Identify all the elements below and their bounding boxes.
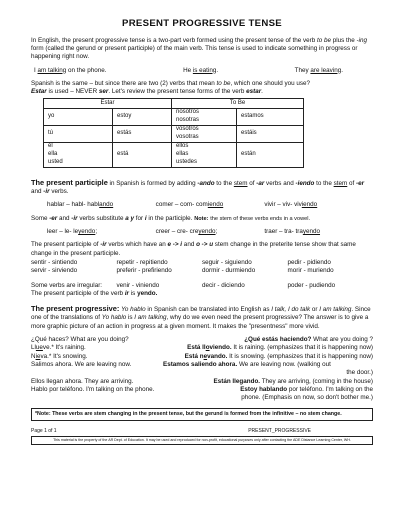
stem-change-example: repetir - repitiendo	[116, 258, 168, 266]
verb-cell: estáis	[237, 126, 304, 143]
ye-example: traer – tra- trayendo	[264, 228, 321, 236]
irregular-example: venir - viniendo	[116, 281, 160, 289]
note-box: *Note: These verbs are stem changing in the present tense, but the gerund is formed from the infinitive – no stem change.	[31, 408, 373, 421]
stem-change-example: pedir - pidiendo	[287, 258, 331, 266]
pronoun-cell: él ella usted	[44, 143, 113, 168]
dialog-row	[31, 386, 373, 403]
pronoun-cell: ellos ellas ustedes	[172, 143, 237, 168]
verb-cell: estoy	[113, 109, 172, 126]
dialog-left: ¿Qué haces? What are you doing?	[31, 336, 129, 344]
copyright-notice: This material is the property of the AR Dept. of Education. It may be used and reproduced for non-profit, educational purposes only after contacting the ADE Distance Learning Center, WH.	[31, 437, 373, 445]
dialog-left: Hablo por teléfono. I'm talking on the phone.	[31, 385, 155, 393]
dialog-row	[31, 378, 373, 386]
intro-example-3: They are leaving.	[294, 66, 343, 74]
dialog-right: Está nevando. It is snowing. (emphasizes that it is happening now)	[184, 352, 373, 360]
verb-cell: estamos	[237, 109, 304, 126]
dialog-row	[31, 361, 373, 378]
dialog-right: Estoy hablando por teléfono. I'm talking on the phone. (Emphasis on now, so don't bother me.)	[240, 385, 373, 402]
spanish-intro: Spanish is the same – but since there are two (2) verbs that mean to be, which one should you use? Estar is used – NEVER ser. Let's review the present tense forms of the verb estar.	[31, 79, 310, 96]
dialog-right: Estamos saliendo ahora. We are leaving now. (walking out the door.)	[163, 360, 373, 377]
stem-change-example: sentir - sintiendo	[31, 258, 78, 266]
intro-example-1: I am talking on the phone.	[34, 66, 107, 74]
verb-cell: están	[237, 143, 304, 168]
stem-change-row	[31, 259, 373, 267]
page-number: Page 1 of 1	[31, 428, 57, 435]
stem-change-example: seguir - siguiendo	[202, 258, 252, 266]
ye-example: creer – cre- creyendo;	[155, 228, 218, 236]
participle-example: vivir – viv- viviendo	[264, 201, 318, 209]
verb-cell: está	[113, 143, 172, 168]
ye-example: leer – le- leyendo;	[47, 228, 98, 236]
dialog-row	[31, 353, 373, 361]
irregular-example: decir - diciendo	[202, 281, 245, 289]
page-title: PRESENT PROGRESSIVE TENSE	[122, 18, 282, 29]
pronoun-cell: yo	[44, 109, 113, 126]
table-header-estar: Estar	[44, 99, 172, 109]
participle-example: hablar – habl- hablando	[47, 201, 114, 209]
participle-example: comer – com- comiendo	[155, 201, 224, 209]
verb-cell: estás	[113, 126, 172, 143]
footer	[31, 428, 373, 437]
dialog-row	[31, 336, 373, 344]
ir-line: The present participle of the verb ir is yendo.	[31, 289, 158, 297]
pronoun-cell: tú	[44, 126, 113, 143]
stem-change-example: dormir - durmiendo	[202, 267, 256, 275]
stem-change-example: morir - muriendo	[287, 267, 334, 275]
progressive-paragraph: The present progressive: Yo hablo in Spanish can be translated into English as I talk, I do talk or I am talking. Since one of the translations of Yo hablo is I am talking, why do we even need the present progressive? The answer is to give a more graphic picture of an action in progress at a given moment. It makes the "presentness" more vivid.	[31, 304, 371, 330]
stem-change-example: preferir - prefiriendo	[116, 267, 172, 275]
pronoun-cell: nosotros nosotras	[172, 109, 237, 126]
dialog-right: ¿Qué estás haciendo? What are you doing ?	[244, 336, 373, 344]
dialog-left: Llueve.* It's raining.	[31, 344, 86, 352]
footer-filename: PRESENT_PROGRESSIVE	[248, 428, 311, 435]
dialog-right: Está lloviendo. It is raining. (emphasizes that it is happening now)	[187, 344, 373, 352]
participle-paragraph: The present participle in Spanish is formed by adding -ando to the stem of -ar verbs and -iendo to the stem of -er and -ir verbs.	[31, 177, 365, 196]
irregular-row	[31, 282, 373, 290]
dialog-right: Están llegando. They are arriving, (coming in the house)	[213, 377, 373, 385]
dialog-left: Salimos ahora. We are leaving now.	[31, 360, 132, 368]
ye-rule: Some -er and -ir verbs substitute a y for i in the participle. Note: the stem of these verbs ends in a vowel.	[31, 214, 311, 222]
participle-examples	[47, 201, 373, 209]
dialog-row	[31, 344, 373, 352]
intro-examples	[34, 67, 343, 75]
stem-change-paragraph: The present participle of -ir verbs which have an e -> i and o -> u stem change in the preterite tense show that same change in the present participle.	[31, 241, 356, 257]
intro-example-2: He is eating.	[183, 66, 219, 74]
irregular-example: poder - pudiendo	[287, 281, 336, 289]
table-header-to-be: To Be	[172, 99, 304, 109]
stem-change-example: servir - sirviendo	[31, 267, 78, 275]
dialog-examples	[31, 336, 373, 402]
pronoun-cell: vosotros vosotras	[172, 126, 237, 143]
ye-examples	[47, 228, 373, 236]
intro-paragraph: In English, the present progressive tense is a two-part verb formed using the present tense of the verb to be plus the -ing form (called the gerund or present participle) of the main verb. This tense is used to indicate something in progress or happening right now.	[31, 36, 368, 61]
dialog-left: Ellos llegan ahora. They are arriving.	[31, 377, 134, 385]
irregular-label: Some verbs are irregular:	[31, 281, 103, 289]
dialog-left: Nieva.* It's snowing.	[31, 352, 88, 360]
estar-table	[43, 98, 304, 167]
stem-change-row	[31, 267, 373, 275]
document-page	[31, 18, 373, 445]
